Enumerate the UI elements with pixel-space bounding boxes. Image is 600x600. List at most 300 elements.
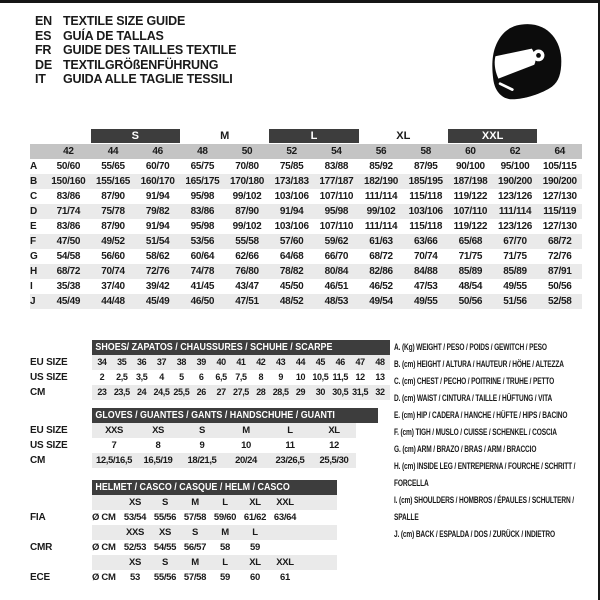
- row-label: US SIZE: [30, 372, 68, 383]
- table-row: [30, 438, 378, 453]
- column-header: 62: [509, 146, 521, 157]
- size-cell: 18/21,5: [187, 455, 217, 466]
- size-cell: 13: [375, 372, 385, 382]
- size-value: 49/52: [101, 236, 125, 247]
- gloves-rows: [30, 423, 378, 468]
- size-value: 64/68: [279, 251, 304, 262]
- size-cell: XXS: [125, 527, 145, 538]
- size-value: 83/86: [190, 206, 215, 217]
- size-cell: L: [252, 527, 258, 538]
- size-value: 74/78: [190, 266, 215, 277]
- size-value: 103/106: [408, 206, 443, 217]
- size-group-M: M: [220, 130, 230, 142]
- size-group-XL: XL: [396, 130, 411, 142]
- unit-cell: Ø CM: [92, 542, 116, 553]
- shoes-table: [30, 340, 390, 400]
- textile-rows: [30, 159, 582, 309]
- size-value: 71/75: [503, 251, 527, 262]
- size-value: 123/126: [498, 221, 533, 232]
- size-cell: 12: [355, 372, 365, 382]
- size-value: 87/95: [413, 161, 438, 172]
- size-cell: 28,5: [272, 387, 289, 397]
- language-code: ES: [35, 28, 52, 43]
- size-value: 44/48: [101, 296, 125, 307]
- size-value: 91/94: [145, 221, 170, 232]
- size-cell: XL: [328, 425, 340, 436]
- size-cell: 59: [250, 542, 260, 553]
- size-value: 50/56: [458, 296, 483, 307]
- size-cell: M: [191, 497, 199, 508]
- table-row: [30, 510, 337, 525]
- size-value: 99/102: [366, 206, 396, 217]
- table-row: [30, 453, 378, 468]
- legend-item: C. (cm) CHEST / PECHO / POITRINE / TRUHE / PETTO: [394, 376, 555, 386]
- size-value: 71/75: [458, 251, 483, 262]
- language-row: [35, 43, 236, 58]
- size-value: 72/76: [145, 266, 170, 277]
- size-cell: 9: [278, 372, 283, 382]
- textile-row-H: [30, 264, 582, 279]
- size-cell: 48: [375, 357, 385, 367]
- size-cell: 11: [285, 440, 295, 451]
- textile-row-J: [30, 294, 582, 309]
- size-cell: XS: [128, 557, 142, 568]
- size-value: 75/78: [101, 206, 125, 217]
- size-cell: 9: [199, 440, 205, 451]
- size-value: 155/165: [95, 176, 131, 187]
- column-header: 48: [197, 146, 208, 157]
- column-header: 56: [375, 146, 387, 157]
- size-value: 60/64: [190, 251, 215, 262]
- legend-item: I. (cm) SHOULDERS / HOMBROS / ÉPAULES / SCHULTERN / SPALLE: [394, 495, 574, 522]
- size-value: 55/65: [101, 161, 125, 172]
- row-letter: F: [30, 236, 36, 247]
- size-cell: 20/24: [235, 455, 257, 466]
- language-code: EN: [35, 14, 52, 28]
- size-cell: 23: [97, 387, 107, 397]
- size-value: 45/50: [279, 281, 304, 292]
- size-cell: M: [221, 527, 229, 538]
- size-cell: 30,5: [332, 387, 349, 397]
- size-value: 51/56: [503, 296, 527, 307]
- size-cell: 7: [111, 440, 117, 451]
- column-header: 44: [107, 146, 119, 157]
- size-cell: 30: [315, 387, 325, 397]
- size-value: 50/60: [56, 161, 81, 172]
- size-cell: 58: [220, 542, 230, 553]
- size-cell: 52/53: [123, 542, 147, 553]
- size-value: 95/98: [190, 191, 215, 202]
- size-cell: S: [161, 557, 169, 568]
- size-cell: XS: [152, 425, 164, 436]
- legend-item: H. (cm) INSIDE LEG / ENTREPIERNA / FOURCHE / SCHRITT / FORCELLA: [394, 461, 576, 488]
- size-cell: 24: [137, 387, 147, 397]
- size-cell: XXL: [276, 557, 294, 568]
- size-cell: 41: [236, 357, 246, 367]
- column-header: 46: [152, 146, 163, 157]
- row-label: EU SIZE: [30, 357, 68, 368]
- column-header-spacer: [30, 144, 46, 159]
- size-cell: 56/57: [183, 542, 207, 553]
- size-cell: 39: [196, 357, 206, 367]
- row-letter: C: [30, 191, 37, 202]
- textile-row-E: [30, 219, 582, 234]
- language-list: [35, 14, 236, 87]
- row-label: ECE: [30, 572, 50, 583]
- size-value: 115/119: [543, 206, 577, 217]
- size-value: 52/58: [547, 296, 572, 307]
- size-cell: 44: [295, 357, 306, 367]
- size-value: 56/60: [101, 251, 125, 262]
- size-group-L: L: [269, 129, 358, 143]
- size-group-blank: [537, 129, 582, 143]
- size-value: 127/130: [542, 221, 577, 232]
- helmet-title: HELMET / CASCO / CASQUE / HELM / CASCO: [95, 481, 290, 493]
- size-cell: XXS: [105, 425, 123, 436]
- textile-row-C: [30, 189, 582, 204]
- shoes-title-bar: [92, 340, 390, 355]
- size-value: 190/200: [498, 176, 533, 187]
- row-letter: G: [30, 251, 38, 262]
- row-cells: [92, 453, 356, 468]
- size-group-S: S: [91, 129, 180, 143]
- size-cell: 7,5: [235, 372, 247, 382]
- size-value: 85/89: [503, 266, 527, 277]
- size-cell: 31,5: [352, 387, 369, 397]
- group-spacer: [30, 129, 46, 144]
- size-value: 47/50: [56, 236, 81, 247]
- size-value: 46/51: [324, 281, 349, 292]
- size-value: 87/90: [101, 221, 125, 232]
- size-value: 47/53: [413, 281, 438, 292]
- size-value: 115/118: [409, 191, 443, 202]
- textile-row-A: [30, 159, 582, 174]
- size-value: 91/94: [145, 191, 170, 202]
- size-value: 61/63: [369, 236, 393, 247]
- size-cell: 8: [155, 440, 161, 451]
- size-value: 41/45: [190, 281, 215, 292]
- shoes-rows: [30, 355, 390, 400]
- size-value: 60/70: [145, 161, 170, 172]
- legend-item: A. (Kg) WEIGHT / PESO / POIDS / GEWITCH / PESO: [394, 342, 547, 352]
- size-cell: 8: [258, 372, 264, 382]
- size-value: 46/52: [369, 281, 393, 292]
- column-header: 58: [420, 146, 431, 157]
- size-cell: 61: [280, 572, 290, 583]
- size-cell: 27: [216, 387, 226, 397]
- legend-item: F. (cm) TIGH / MUSLO / CUISSE / SCHENKEL / COSCIA: [394, 427, 557, 437]
- size-value: 182/190: [364, 176, 399, 187]
- row-label: EU SIZE: [30, 425, 68, 436]
- size-cell: 11,5: [332, 372, 348, 382]
- size-value: 107/110: [319, 191, 354, 202]
- row-cells: [92, 495, 337, 510]
- row-label: US SIZE: [30, 440, 68, 451]
- size-value: 91/94: [279, 206, 304, 217]
- row-letter: I: [30, 281, 33, 292]
- size-cell: 6,5: [215, 372, 227, 382]
- size-value: 173/183: [274, 176, 309, 187]
- size-cell: 4: [159, 372, 164, 382]
- size-cell: 61/62: [243, 512, 267, 523]
- table-row: [30, 423, 378, 438]
- size-cell: L: [222, 497, 228, 508]
- unit-cell: [92, 525, 120, 540]
- language-row: [35, 72, 236, 87]
- measurement-legend: [394, 339, 578, 543]
- size-cell: M: [242, 425, 250, 436]
- size-value: 95/98: [324, 206, 349, 217]
- size-value: 82/86: [369, 266, 393, 277]
- helmet-rows: [30, 495, 337, 585]
- size-value: 46/50: [190, 296, 215, 307]
- size-value: 84/88: [413, 266, 438, 277]
- size-value: 83/86: [56, 221, 81, 232]
- size-value: 68/72: [547, 236, 572, 247]
- size-value: 95/100: [500, 161, 530, 172]
- size-value: 62/66: [235, 251, 259, 262]
- table-row: [30, 525, 337, 540]
- row-cells: [92, 510, 337, 525]
- size-cell: 2: [99, 372, 105, 382]
- size-cell: 63/64: [273, 512, 297, 523]
- size-cell: 57/58: [183, 572, 207, 583]
- size-cell: 32: [375, 387, 385, 397]
- row-cells: [92, 370, 390, 385]
- table-row: [30, 355, 390, 370]
- size-value: 177/187: [319, 176, 354, 187]
- column-header: 52: [286, 146, 297, 157]
- row-label: [30, 555, 92, 570]
- size-value: 48/53: [324, 296, 349, 307]
- size-value: 53/56: [190, 236, 215, 247]
- row-cells: [92, 525, 337, 540]
- size-value: 51/54: [145, 236, 170, 247]
- size-cell: 12,5/16,5: [95, 455, 133, 466]
- language-code: DE: [35, 57, 52, 72]
- size-cell: 42: [256, 357, 266, 367]
- language-row: [35, 58, 236, 73]
- size-value: 63/66: [413, 236, 438, 247]
- size-value: 123/126: [498, 191, 533, 202]
- language-title: GUIDE DES TAILLES TEXTILE: [63, 43, 237, 57]
- row-letter: D: [30, 206, 37, 217]
- size-cell: S: [191, 527, 199, 538]
- size-cell: 10: [241, 440, 251, 451]
- size-value: 67/70: [503, 236, 527, 247]
- size-cell: 37: [156, 357, 167, 367]
- row-label: FIA: [30, 512, 46, 523]
- unit-cell: Ø CM: [92, 512, 116, 523]
- size-cell: 12: [329, 440, 339, 451]
- size-value: 107/110: [453, 206, 488, 217]
- size-cell: 27,5: [232, 387, 249, 397]
- size-cell: 55/56: [153, 572, 177, 583]
- row-cells: [92, 385, 390, 400]
- table-row: [30, 370, 390, 385]
- size-value: 70/80: [235, 161, 259, 172]
- textile-size-table: [30, 129, 582, 309]
- textile-row-G: [30, 249, 582, 264]
- size-value: 49/55: [503, 281, 527, 292]
- size-cell: 53: [130, 572, 140, 583]
- textile-row-D: [30, 204, 582, 219]
- size-cell: 25,5/30: [319, 455, 349, 466]
- size-value: 85/89: [458, 266, 483, 277]
- size-value: 111/114: [364, 221, 398, 232]
- size-cell: 54/55: [153, 542, 177, 553]
- column-header-row: [30, 144, 582, 159]
- table-row: [30, 385, 390, 400]
- size-value: 45/49: [145, 296, 170, 307]
- size-value: 37/40: [101, 281, 125, 292]
- column-header: 50: [241, 146, 253, 157]
- size-value: 87/90: [235, 206, 259, 217]
- size-cell: [270, 525, 300, 540]
- size-value: 68/72: [56, 266, 81, 277]
- size-value: 55/58: [235, 236, 259, 247]
- size-value: 99/102: [232, 221, 262, 232]
- size-cell: S: [161, 497, 169, 508]
- size-cell: 55/56: [153, 512, 177, 523]
- size-value: 85/92: [369, 161, 393, 172]
- unit-cell: Ø CM: [92, 572, 116, 583]
- column-header: 60: [465, 146, 476, 157]
- size-group-blank: [46, 129, 91, 143]
- size-cell: 10,5: [312, 372, 329, 382]
- size-value: 59/62: [324, 236, 349, 247]
- size-cell: 43: [276, 357, 286, 367]
- textile-row-B: [30, 174, 582, 189]
- size-value: 150/160: [51, 176, 86, 187]
- size-cell: 16,5/19: [143, 455, 173, 466]
- racing-helmet-icon: [487, 20, 563, 106]
- size-value: 48/54: [458, 281, 483, 292]
- column-header: 64: [554, 146, 565, 157]
- size-cell: 3,5: [135, 372, 148, 382]
- size-cell: 47: [355, 357, 365, 367]
- textile-row-F: [30, 234, 582, 249]
- gloves-title-bar: [92, 408, 378, 423]
- size-value: 83/88: [324, 161, 349, 172]
- size-value: 54/58: [56, 251, 81, 262]
- size-cell: 6: [198, 372, 204, 382]
- size-value: 78/82: [279, 266, 304, 277]
- size-value: 95/98: [190, 221, 215, 232]
- language-row: [35, 29, 236, 44]
- size-cell: L: [222, 557, 228, 568]
- language-code: FR: [35, 43, 52, 57]
- size-value: 76/80: [235, 266, 259, 277]
- size-value: 71/74: [56, 206, 81, 217]
- size-cell: 35: [117, 357, 127, 367]
- size-value: 87/90: [101, 191, 125, 202]
- size-cell: 60: [250, 572, 260, 583]
- size-value: 165/175: [185, 176, 220, 187]
- row-label: CMR: [30, 542, 53, 553]
- row-cells: [92, 540, 337, 555]
- row-cells: [92, 570, 337, 585]
- row-cells: [92, 423, 356, 438]
- size-value: 50/56: [547, 281, 572, 292]
- size-cell: 34: [97, 357, 107, 367]
- size-value: 68/72: [369, 251, 393, 262]
- size-cell: XL: [249, 497, 261, 508]
- row-cells: [92, 555, 337, 570]
- size-value: 70/74: [101, 266, 125, 277]
- size-value: 35/38: [56, 281, 81, 292]
- size-cell: 29: [295, 387, 306, 397]
- legend-item: G. (cm) ARM / BRAZO / BRAS / ARM / BRACCIO: [394, 444, 537, 454]
- size-value: 87/91: [547, 266, 572, 277]
- size-value: 107/110: [319, 221, 354, 232]
- row-letter: B: [30, 176, 37, 187]
- column-header: 42: [63, 146, 74, 157]
- language-title: TEXTILGRÖßENFÜHRUNG: [63, 57, 219, 72]
- row-label: CM: [30, 387, 46, 398]
- size-value: 47/51: [235, 296, 259, 307]
- table-row: [30, 555, 337, 570]
- row-cells: [92, 355, 390, 370]
- gloves-table: [30, 408, 378, 468]
- size-value: 103/106: [274, 191, 309, 202]
- size-value: 103/106: [274, 221, 309, 232]
- size-value: 80/84: [324, 266, 349, 277]
- size-value: 99/102: [232, 191, 262, 202]
- size-cell: XS: [158, 527, 172, 538]
- size-cell: 59: [220, 572, 230, 583]
- size-cell: XXL: [276, 497, 294, 508]
- size-cell: XL: [249, 557, 261, 568]
- size-cell: [270, 540, 300, 555]
- size-value: 185/195: [408, 176, 443, 187]
- size-cell: 46: [335, 357, 345, 367]
- size-value: 90/100: [455, 161, 485, 172]
- size-group-XXL: XXL: [448, 129, 537, 143]
- size-value: 48/52: [279, 296, 304, 307]
- table-row: [30, 540, 337, 555]
- size-group-row: [30, 129, 582, 144]
- size-value: 57/60: [279, 236, 304, 247]
- size-cell: 10: [295, 372, 306, 382]
- language-title: TEXTILE SIZE GUIDE: [63, 14, 186, 28]
- legend-item: J. (cm) BACK / ESPALDA / DOS / ZURÜCK / INDIETRO: [394, 529, 555, 539]
- size-value: 119/122: [453, 221, 488, 232]
- row-letter: A: [30, 161, 37, 172]
- size-value: 70/74: [413, 251, 438, 262]
- size-cell: 57/58: [183, 512, 207, 523]
- row-letter: J: [30, 296, 36, 307]
- legend-item: D. (cm) WAIST / CINTURA / TAILLE / HÜFTUNG / VITA: [394, 393, 553, 403]
- size-cell: 5: [179, 372, 184, 382]
- size-cell: 53/54: [123, 512, 147, 523]
- unit-cell: [92, 555, 120, 570]
- size-cell: 36: [137, 357, 147, 367]
- size-value: 65/68: [458, 236, 483, 247]
- size-value: 111/114: [498, 206, 532, 217]
- textile-row-I: [30, 279, 582, 294]
- column-header: 54: [331, 146, 342, 157]
- size-value: 111/114: [364, 191, 398, 202]
- size-cell: 59/60: [213, 512, 237, 523]
- size-cell: 25,5: [173, 387, 190, 397]
- language-code: IT: [35, 72, 46, 86]
- size-value: 49/55: [413, 296, 438, 307]
- size-value: 83/86: [56, 191, 81, 202]
- row-label: [30, 525, 92, 540]
- size-value: 170/180: [229, 176, 265, 187]
- size-cell: XS: [128, 497, 142, 508]
